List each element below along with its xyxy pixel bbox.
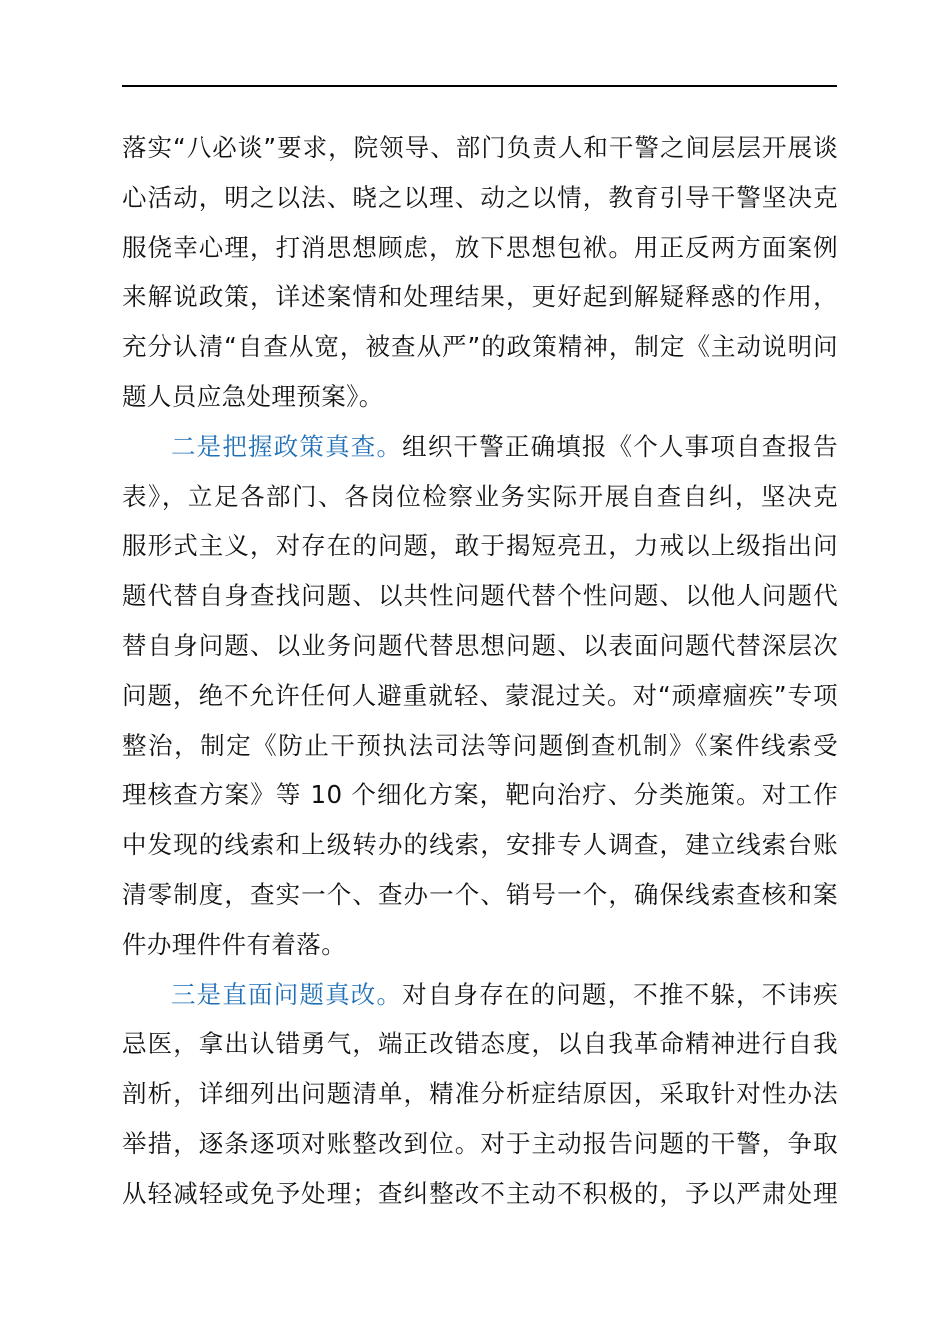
text-line-first <box>122 970 838 1020</box>
document-body <box>122 123 838 1219</box>
section-heading: 二是把握政策真查。 <box>171 431 403 461</box>
text-line: 充分认清“自查从宽，被查从严”的政策精神，制定《主动说明问 <box>122 332 838 362</box>
text-line: 来解说政策，详述案情和处理结果，更好起到解疑释惑的作用， <box>122 282 838 312</box>
paragraph-2 <box>122 422 838 970</box>
text-line: 题人员应急处理预案》。 <box>122 381 384 411</box>
text-line: 件办理件件有着落。 <box>122 929 347 959</box>
text-line: 剖析，详细列出问题清单，精准分析症结原因，采取针对性办法 <box>122 1079 838 1109</box>
text-line: 忌医，拿出认错勇气，端正改错态度，以自我革命精神进行自我 <box>122 1029 838 1059</box>
text-line: 整治，制定《防止干预执法司法等问题倒查机制》《案件线索受 <box>122 730 838 760</box>
text-line: 举措，逐条逐项对账整改到位。对于主动报告问题的干警，争取 <box>122 1128 838 1158</box>
text-line: 理核查方案》等 10 个细化方案，靶向治疗、分类施策。对工作 <box>122 780 838 810</box>
text-line: 从轻减轻或免予处理；查纠整改不主动不积极的，予以严肃处理 <box>122 1178 838 1208</box>
text-line: 清零制度，查实一个、查办一个、销号一个，确保线索查核和案 <box>122 879 838 909</box>
text-line: 中发现的线索和上级转办的线索，安排专人调查，建立线索台账 <box>122 830 838 860</box>
text-run: 对自身存在的问题，不推不躲，不讳疾 <box>402 979 838 1009</box>
text-run: 组织干警正确填报《个人事项自查报告 <box>402 431 838 461</box>
text-line: 服形式主义，对存在的问题，敢于揭短亮丑，力戒以上级指出问 <box>122 531 838 561</box>
header-rule <box>122 85 837 87</box>
text-line: 表》，立足各部门、各岗位检察业务实际开展自查自纠，坚决克 <box>122 481 838 511</box>
text-line: 服侥幸心理，打消思想顾虑，放下思想包袱。用正反两方面案例 <box>122 232 838 262</box>
text-line: 心活动，明之以法、晓之以理、动之以情，教育引导干警坚决克 <box>122 182 838 212</box>
paragraph-1 <box>122 123 838 422</box>
text-line: 问题，绝不允许任何人避重就轻、蒙混过关。对“顽瘴痼疾”专项 <box>122 680 838 710</box>
text-line: 落实“八必谈”要求，院领导、部门负责人和干警之间层层开展谈 <box>122 133 838 162</box>
text-line-first <box>122 422 838 472</box>
text-line: 题代替自身查找问题、以共性问题代替个性问题、以他人问题代 <box>122 581 838 611</box>
section-heading: 三是直面问题真改。 <box>171 979 403 1009</box>
paragraph-3 <box>122 970 838 1219</box>
text-line: 替自身问题、以业务问题代替思想问题、以表面问题代替深层次 <box>122 630 838 660</box>
